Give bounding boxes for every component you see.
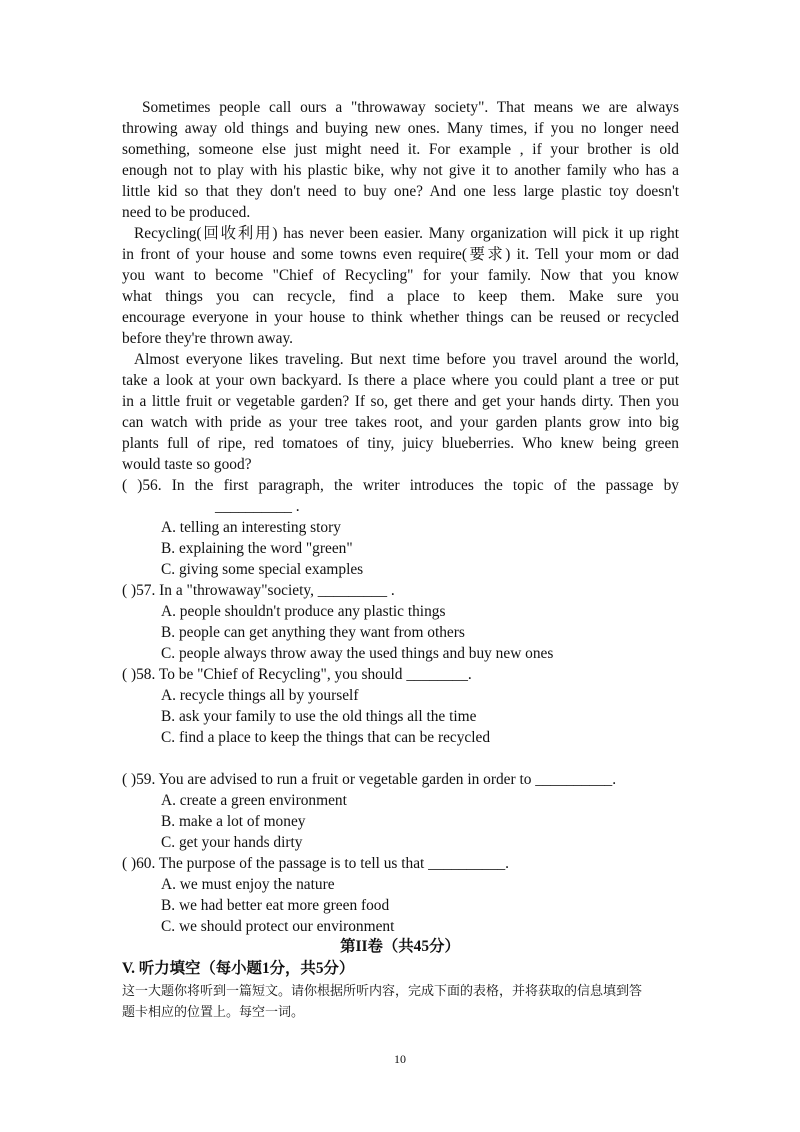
passage-line: Sometimes people call ours a "throwaway society". That means we are always	[142, 99, 679, 116]
passage-line: something, someone else just might need it. For example , if your brother is old	[122, 141, 679, 158]
section-title: 第II卷（共45分）	[340, 938, 460, 955]
passage-line: need to be produced.	[122, 204, 251, 221]
passage-paragraph-1	[122, 97, 679, 223]
passage-line: encourage everyone in your house to think whether things can be reused or recycled	[122, 309, 679, 326]
passage-line: little kid so that they don't need to buy one? And one less large plastic toy doesn't	[122, 183, 679, 200]
question-59-option-a: A. create a green environment	[161, 792, 347, 809]
question-58-stem: ( )58. To be "Chief of Recycling", you should ________.	[122, 666, 472, 683]
passage-line: enough not to play with his plastic bike, why not give it to another family who has a	[122, 162, 679, 179]
passage-line: would taste so good?	[122, 456, 252, 473]
passage-line: take a look at your own backyard. Is there a place where you could plant a tree or put	[122, 372, 679, 389]
passage-line: plants full of ripe, red tomatoes of tiny, juicy blueberries. Who knew being green	[122, 435, 679, 452]
question-59-stem: ( )59. You are advised to run a fruit or vegetable garden in order to __________.	[122, 771, 617, 788]
section-heading: V. 听力填空（每小题1分，共5分）	[122, 960, 355, 977]
question-60-stem: ( )60. The purpose of the passage is to tell us that __________.	[122, 855, 509, 872]
passage-line: in front of your house and some towns even require(要求) it. Tell your mom or dad	[122, 246, 679, 263]
passage-line: before they're thrown away.	[122, 330, 293, 347]
passage-line: can watch with pride as your tree takes root, and your garden plants grow into big	[122, 414, 679, 431]
section-instructions-line-2: 题卡相应的位置上。每空一词。	[122, 1005, 305, 1020]
question-57-option-b: B. people can get anything they want from others	[161, 624, 465, 641]
passage-line: Almost everyone likes traveling. But next time before you travel around the world,	[134, 351, 679, 368]
question-56-option-c: C. giving some special examples	[161, 561, 364, 578]
passage-paragraph-3	[122, 349, 679, 475]
passage-line: you want to become "Chief of Recycling" for your family. Now that you know	[122, 267, 679, 284]
page-number: 10	[394, 1052, 406, 1066]
question-57-option-a: A. people shouldn't produce any plastic things	[161, 603, 446, 620]
question-stem: ( )56. In the first paragraph, the writer introduces the topic of the passage by	[122, 477, 679, 494]
passage-line: Recycling(回收利用) has never been easier. Many organization will pick it up right	[134, 225, 679, 242]
question-57-option-c: C. people always throw away the used things and buy new ones	[161, 645, 554, 662]
question-58-option-c: C. find a place to keep the things that can be recycled	[161, 729, 491, 746]
section-instructions-line-1: 这一大题你将听到一篇短文。请你根据所听内容，完成下面的表格，并将获取的信息填到答	[122, 984, 643, 999]
question-56-option-b: B. explaining the word "green"	[161, 540, 353, 557]
question-59-option-b: B. make a lot of money	[161, 813, 306, 830]
passage-line: throwing away old things and buying new ones. Many times, if you no longer need	[122, 120, 679, 137]
question-58-option-b: B. ask your family to use the old things all the time	[161, 708, 477, 725]
question-60-option-a: A. we must enjoy the nature	[161, 876, 335, 893]
passage-line: in a little fruit or vegetable garden? If so, get there and get your hands dirty. Then you	[122, 393, 679, 410]
question-56-stem	[122, 475, 679, 496]
question-60-option-b: B. we had better eat more green food	[161, 897, 390, 914]
question-60-option-c: C. we should protect our environment	[161, 918, 395, 935]
question-56-blank: __________ .	[215, 498, 300, 515]
question-59-option-c: C. get your hands dirty	[161, 834, 303, 851]
question-56-option-a: A. telling an interesting story	[161, 519, 341, 536]
passage-line: what things you can recycle, find a place to keep them. Make sure you	[122, 288, 679, 305]
question-58-option-a: A. recycle things all by yourself	[161, 687, 359, 704]
question-57-stem: ( )57. In a "throwaway"society, _________ .	[122, 582, 395, 599]
passage-paragraph-2	[122, 223, 679, 349]
